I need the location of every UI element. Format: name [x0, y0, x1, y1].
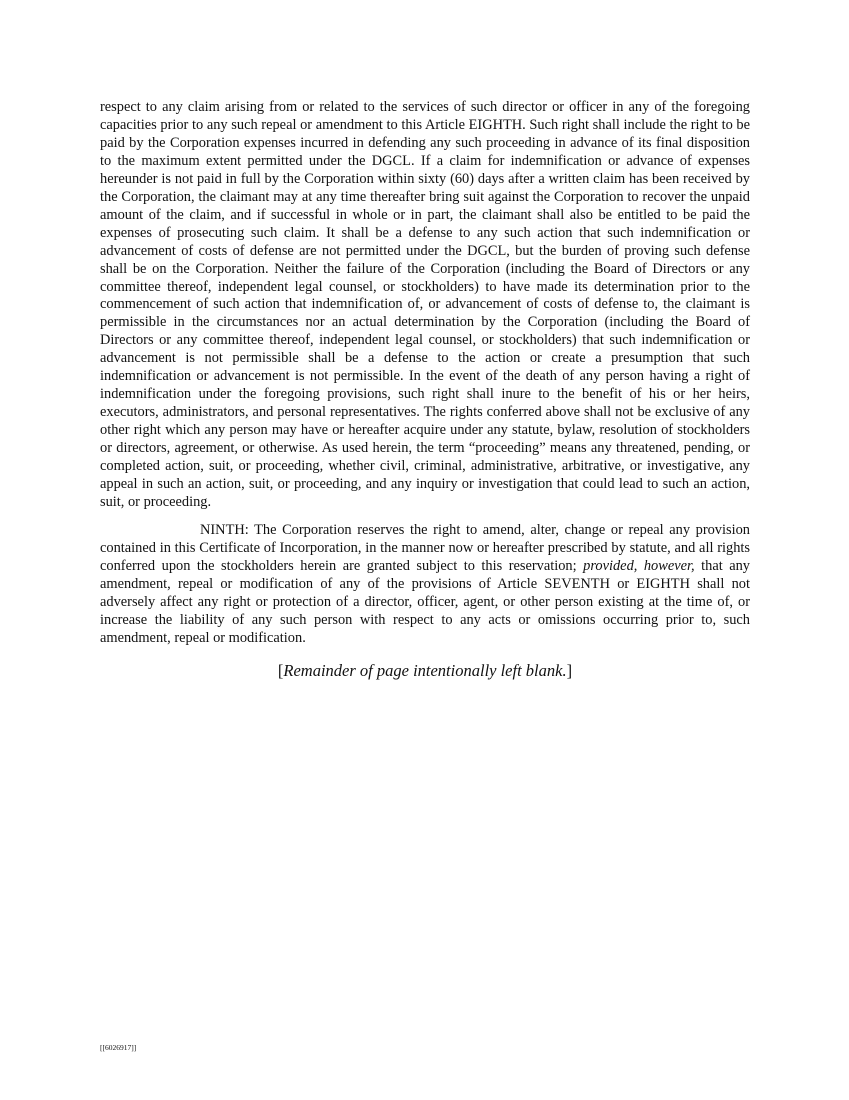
paragraph-ninth-text-after: that any amendment, repeal or modification of any of the provisions of Article SEVENTH or EIGHTH shall not adversely affect any right or protection of a director, officer, agent, or other person existing at the time of, or increase the liability of any such person with respect to any acts or omissions occurring prior to, such amendment, repeal or modification. [100, 557, 750, 646]
paragraph-article-eighth-continued: respect to any claim arising from or related to the services of such director or officer in any of the foregoing capacities prior to any such repeal or amendment to this Article EIGHTH. Such right shall include the right to be paid by the Corporation expenses incurred in defending any such proceeding in advance of its final disposition to the maximum extent permitted under the DGCL. If a claim for indemnification or advance of expenses hereunder is not paid in full by the Corporation within sixty (60) days after a written claim has been received by the Corporation, the claimant may at any time thereafter bring suit against the Corporation to recover the unpaid amount of the claim, and if successful in whole or in part, the claimant shall also be entitled to be paid the expenses of prosecuting such claim. It shall be a defense to any such action that such indemnification or advancement of costs of defense are not permitted under the DGCL, but the burden of proving such defense shall be on the Corporation. Neither the failure of the Corporation (including the Board of Directors or any committee thereof, independent legal counsel, or stockholders) to have made its determination prior to the commencement of such action that indemnification of, or advancement of costs of defense to, the claimant is permissible in the circumstances nor an actual determination by the Corporation (including the Board of Directors or any committee thereof, independent legal counsel, or stockholders) that such indemnification or advancement is not permissible shall be a defense to the action or create a presumption that such indemnification or advancement is not permissible. In the event of the death of any person having a right of indemnification under the foregoing provisions, such right shall inure to the benefit of his or her heirs, executors, administrators, and personal representatives. The rights conferred above shall not be exclusive of any other right which any person may have or hereafter acquire under any statute, bylaw, resolution of stockholders or directors, agreement, or otherwise. As used herein, the term “proceeding” means any threatened, pending, or completed action, suit, or proceeding, whether civil, criminal, administrative, arbitrative, or investigative, any appeal in such an action, suit, or proceeding, and any inquiry or investigation that could lead to such an action, suit, or proceeding. [100, 99, 750, 510]
remainder-blank-notice [100, 661, 750, 681]
remainder-notice-text: Remainder of page intentionally left blank. [283, 661, 567, 680]
paragraph-ninth-text-before: NINTH: The Corporation reserves the right to amend, alter, change or repeal any provision contained in this Certificate of Incorporation, in the manner now or hereafter prescribed by statute, and all rights conferred upon the stockholders herein are granted subject to this reservation; [100, 522, 750, 574]
paragraph-ninth-proviso: provided, however, [583, 557, 695, 574]
paragraph-article-ninth [100, 522, 750, 648]
document-id-footer: [[6026917]] [100, 1043, 137, 1052]
remainder-close-bracket: ] [566, 661, 573, 680]
remainder-open-bracket: [ [277, 661, 284, 680]
